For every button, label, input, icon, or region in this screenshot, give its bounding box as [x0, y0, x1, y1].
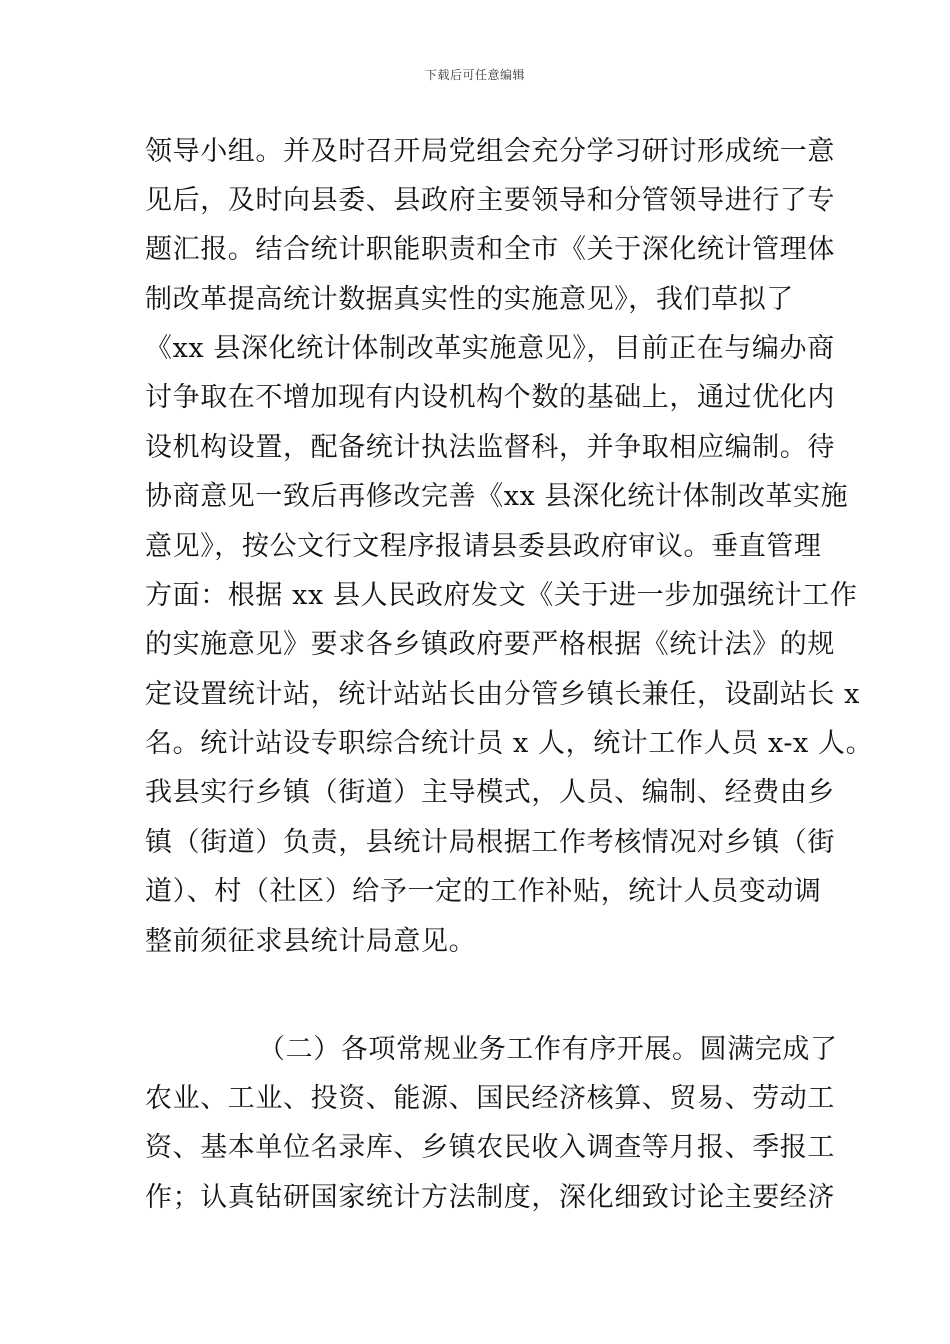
- text-line: 题汇报。结合统计职能职责和全市《关于深化统计管理体: [145, 234, 835, 265]
- text-line: 领导小组。并及时召开局党组会充分学习研讨形成统一意: [145, 136, 835, 167]
- text-line: 讨争取在不增加现有内设机构个数的基础上，通过优化内: [145, 382, 835, 413]
- text-line: 制改革提高统计数据真实性的实施意见》，我们草拟了: [145, 284, 794, 315]
- text-line: （二）各项常规业务工作有序开展。圆满完成了: [258, 1034, 838, 1065]
- text-line: 协商意见一致后再修改完善《xx 县深化统计体制改革实施: [145, 481, 849, 512]
- text-line: 方面：根据 xx 县人民政府发文《关于进一步加强统计工作: [145, 580, 858, 611]
- text-line: 道）、村（社区）给予一定的工作补贴，统计人员变动调: [145, 876, 822, 907]
- text-line: 名。统计站设专职综合统计员 x 人，统计工作人员 x-x 人。: [145, 728, 874, 759]
- text-line: 意见》，按公文行文程序报请县委县政府审议。垂直管理: [145, 531, 822, 562]
- text-line: 整前须征求县统计局意见。: [145, 926, 477, 957]
- page-header: 下载后可任意编辑: [424, 68, 525, 82]
- text-line: 的实施意见》要求各乡镇政府要严格根据《统计法》的规: [145, 629, 835, 660]
- text-line: 我县实行乡镇（街道）主导模式，人员、编制、经费由乡: [145, 777, 835, 808]
- text-line: 《xx 县深化统计体制改革实施意见》，目前正在与编办商: [145, 333, 835, 364]
- text-line: 资、基本单位名录库、乡镇农民收入调查等月报、季报工: [145, 1132, 835, 1163]
- text-line: 镇（街道）负责，县统计局根据工作考核情况对乡镇（街: [145, 827, 835, 858]
- text-line: 作；认真钻研国家统计方法制度，深化细致讨论主要经济: [145, 1182, 835, 1213]
- text-line: 设机构设置，配备统计执法监督科，并争取相应编制。待: [145, 432, 835, 463]
- text-line: 见后，及时向县委、县政府主要领导和分管领导进行了专: [145, 185, 835, 216]
- text-line: 农业、工业、投资、能源、国民经济核算、贸易、劳动工: [145, 1083, 835, 1114]
- text-line: 定设置统计站，统计站站长由分管乡镇长兼任，设副站长 x: [145, 679, 861, 710]
